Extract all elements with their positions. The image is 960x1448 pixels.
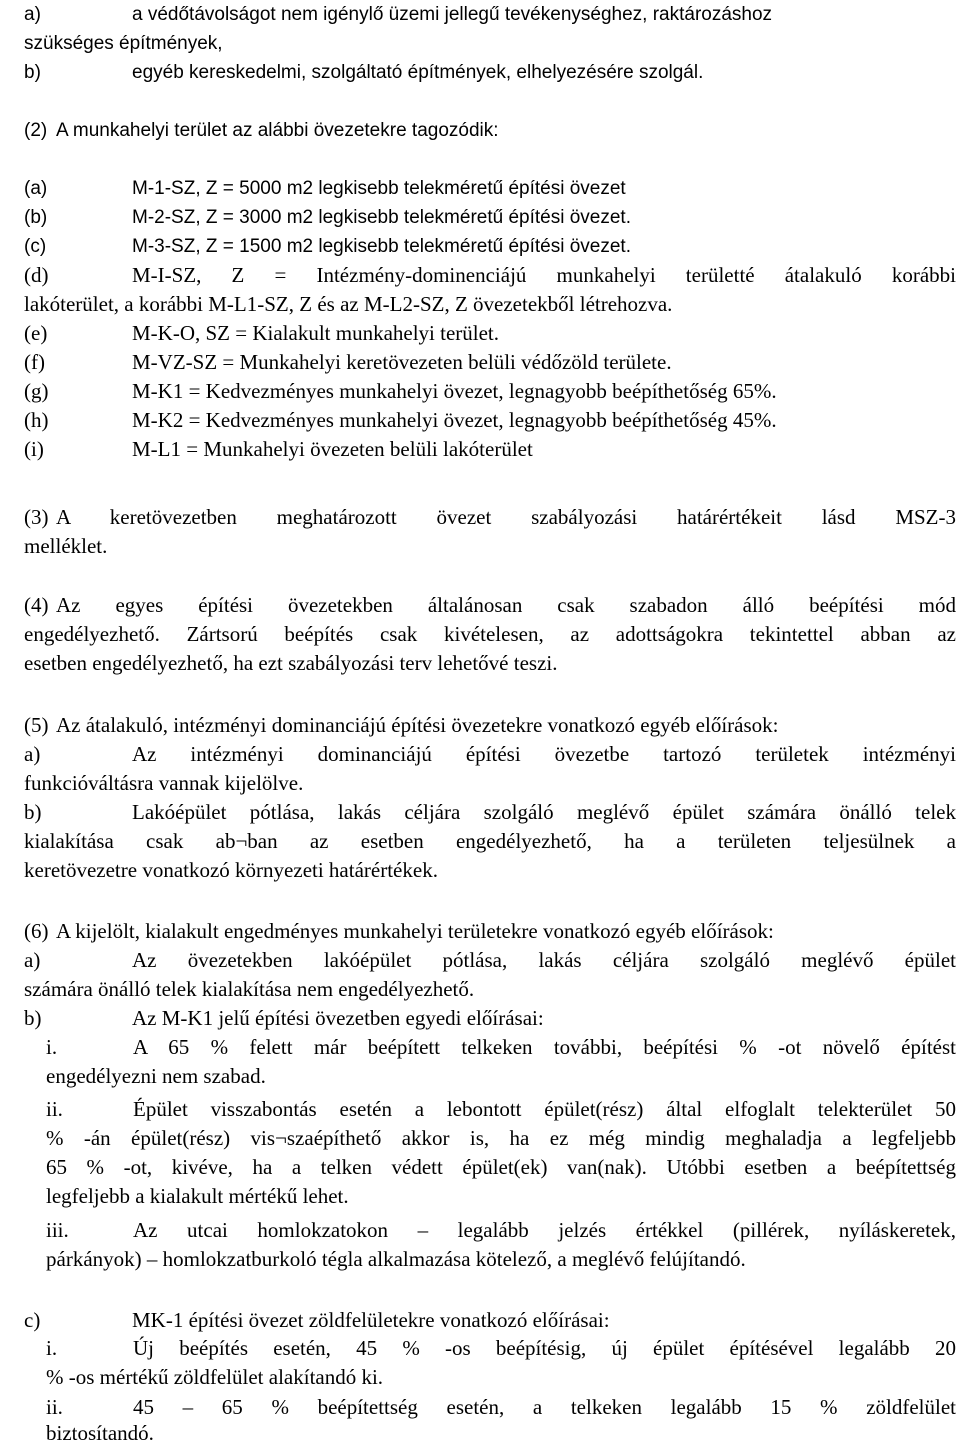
section-2-heading-text: A munkahelyi terület az alábbi övezetekre tagozódik:	[56, 120, 499, 141]
section-4-line-1	[24, 591, 956, 620]
sub-item-c-i-cont: % -os mértékű zöldfelület alakítandó ki.	[46, 1365, 384, 1389]
zone-item-label: (b)	[24, 207, 48, 228]
zone-item-cont: lakóterület, a korábbi M-L1-SZ, Z és az M-L2-SZ, Z övezetekből létrehozva.	[24, 292, 673, 316]
sub-item-c-ii-cont: biztosítandó.	[46, 1421, 154, 1445]
section-4-number: (4)	[24, 593, 49, 617]
section-6-item-c	[24, 1306, 956, 1335]
section-6-item-a-cont: számára önálló telek kialakítása nem engedélyezhető.	[24, 977, 475, 1001]
sub-item-text: A 65 % felett már beépített telkeken további, beépítési % -ot növelő építést	[133, 1035, 956, 1059]
section-4-line-2: engedélyezhető. Zártsorú beépítés csak kivételesen, az adottságokra tekintettel abban az	[24, 622, 956, 646]
zone-item-text: M-L1 = Munkahelyi övezeten belüli lakóterület	[132, 437, 533, 461]
zone-item	[24, 377, 956, 406]
zone-item	[24, 232, 956, 261]
sub-item-text: Az utcai homlokzatokon – legalább jelzés értékkel (pillérek, nyíláskeretek,	[133, 1218, 956, 1242]
section-5-item-b-text: Lakóépület pótlása, lakás céljára szolgáló meglévő épület számára önálló telek	[132, 800, 956, 824]
sub-item-b-ii	[46, 1095, 956, 1124]
intro-item-b-text: egyéb kereskedelmi, szolgáltató építmények, elhelyezésére szolgál.	[132, 62, 704, 83]
section-5-item-b-cont: keretövezetre vonatkozó környezeti határértékek.	[24, 858, 438, 882]
section-6-item-b-text: Az M-K1 jelű építési övezetben egyedi előírásai:	[132, 1006, 544, 1030]
intro-item-a-cont: szükséges építmények,	[24, 33, 223, 54]
intro-item-a-label: a)	[24, 4, 41, 25]
zone-item-text: M-K2 = Kedvezményes munkahelyi övezet, legnagyobb beépíthetőség 45%.	[132, 408, 777, 432]
sub-item-label: ii.	[46, 1097, 63, 1121]
zone-item-text: M-I-SZ, Z = Intézmény-dominenciájú munkahelyi területté átalakuló korábbi	[132, 263, 956, 287]
section-5-item-b-cont: kialakítása csak ab¬ban az esetben engedélyezhető, ha a területen teljesülnek a	[24, 829, 956, 853]
section-3-number: (3)	[24, 505, 49, 529]
sub-item-b-i	[46, 1033, 956, 1062]
sub-item-label: i.	[46, 1336, 58, 1360]
zone-item	[24, 406, 956, 435]
section-5-item-a-text: Az intézményi dominanciájú építési övezetbe tartozó területek intézményi	[132, 742, 956, 766]
section-2-heading	[24, 116, 956, 145]
zone-item	[24, 319, 956, 348]
zone-item-text: M-K-O, SZ = Kialakult munkahelyi terület.	[132, 321, 500, 345]
sub-item-b-ii-cont: 65 % -ot, kivéve, ha a telken védett épület(ek) van(nak). Utóbbi esetben a beépítettség	[46, 1155, 956, 1179]
zone-item	[24, 261, 956, 290]
section-5-heading-text: Az átalakuló, intézményi dominanciájú építési övezetekre vonatkozó egyéb előírások:	[56, 713, 779, 737]
sub-item-c-i	[46, 1334, 956, 1363]
sub-item-text: Épület visszabontás esetén a lebontott épület(rész) által elfoglalt telekterület 50	[133, 1097, 956, 1121]
section-5-item-b	[24, 798, 956, 827]
zone-item	[24, 435, 956, 464]
section-6-item-a-label: a)	[24, 948, 41, 972]
sub-item-label: i.	[46, 1035, 58, 1059]
section-5-number: (5)	[24, 713, 49, 737]
section-3-text: A keretövezetben meghatározott övezet szabályozási határértékeit lásd MSZ-3	[56, 505, 956, 529]
intro-item-a	[24, 0, 956, 29]
zone-item-label: (h)	[24, 408, 49, 432]
sub-item-label: iii.	[46, 1218, 69, 1242]
section-6-item-b	[24, 1004, 956, 1033]
zone-item-label: (f)	[24, 350, 45, 374]
zone-item	[24, 174, 956, 203]
section-5-item-a-cont: funkcióváltásra vannak kijelölve.	[24, 771, 304, 795]
zone-item	[24, 203, 956, 232]
section-3-line-1	[24, 503, 956, 532]
sub-item-b-iii	[46, 1216, 956, 1245]
sub-item-b-ii-cont: legfeljebb a kialakult mértékű lehet.	[46, 1184, 349, 1208]
sub-item-label: ii.	[46, 1395, 63, 1419]
sub-item-c-ii	[46, 1393, 956, 1422]
sub-item-b-i-cont: engedélyezni nem szabad.	[46, 1064, 266, 1088]
sub-item-text: 45 – 65 % beépítettség esetén, a telkeken legalább 15 % zöldfelület	[133, 1395, 956, 1419]
section-5-item-b-label: b)	[24, 800, 42, 824]
zone-item-label: (c)	[24, 236, 47, 257]
section-5-item-a-label: a)	[24, 742, 41, 766]
section-6-item-a	[24, 946, 956, 975]
zone-item-text: M-K1 = Kedvezményes munkahelyi övezet, legnagyobb beépíthetőség 65%.	[132, 379, 777, 403]
zone-item-label: (d)	[24, 263, 49, 287]
section-4-text: Az egyes építési övezetekben általánosan csak szabadon álló beépítési mód	[56, 593, 956, 617]
intro-item-a-text: a védőtávolságot nem igénylő üzemi jellegű tevékenységhez, raktározáshoz	[132, 4, 773, 25]
zone-item-label: (a)	[24, 178, 48, 199]
section-5-item-a	[24, 740, 956, 769]
section-6-item-b-label: b)	[24, 1006, 42, 1030]
section-6-item-c-text: MK-1 építési övezet zöldfelületekre vonatkozó előírásai:	[132, 1308, 610, 1332]
section-6-item-a-text: Az övezetekben lakóépület pótlása, lakás céljára szolgáló meglévő épület	[132, 948, 956, 972]
zone-item-label: (e)	[24, 321, 48, 345]
intro-item-b	[24, 58, 956, 87]
section-6-item-c-label: c)	[24, 1308, 41, 1332]
zone-item-text: M-1-SZ, Z = 5000 m2 legkisebb telekméretű építési övezet	[132, 178, 626, 199]
zone-item-label: (g)	[24, 379, 49, 403]
section-3-line-2: melléklet.	[24, 534, 108, 558]
zone-item-label: (i)	[24, 437, 44, 461]
sub-item-text: Új beépítés esetén, 45 % -os beépítésig, új épület építésével legalább 20	[133, 1336, 956, 1360]
zone-item-text: M-VZ-SZ = Munkahelyi keretövezeten belüli védőzöld területe.	[132, 350, 672, 374]
section-5-heading	[24, 711, 956, 740]
zone-item-text: M-2-SZ, Z = 3000 m2 legkisebb telekméretű építési övezet.	[132, 207, 631, 228]
section-6-heading	[24, 917, 956, 946]
section-2-number: (2)	[24, 120, 48, 141]
sub-item-b-ii-cont: % -án épület(rész) vis¬szaépíthető akkor is, ha ez még mindig meghaladja a legfeljebb	[46, 1126, 956, 1150]
zone-item-text: M-3-SZ, Z = 1500 m2 legkisebb telekméretű építési övezet.	[132, 236, 631, 257]
section-4-line-3: esetben engedélyezhető, ha ezt szabályozási terv lehetővé teszi.	[24, 651, 558, 675]
intro-item-b-label: b)	[24, 62, 41, 83]
section-6-number: (6)	[24, 919, 49, 943]
sub-item-b-iii-cont: párkányok) – homlokzatburkoló tégla alkalmazása kötelező, a meglévő felújítandó.	[46, 1247, 746, 1271]
section-6-heading-text: A kijelölt, kialakult engedményes munkahelyi területekre vonatkozó egyéb előírások:	[56, 919, 774, 943]
zone-item	[24, 348, 956, 377]
